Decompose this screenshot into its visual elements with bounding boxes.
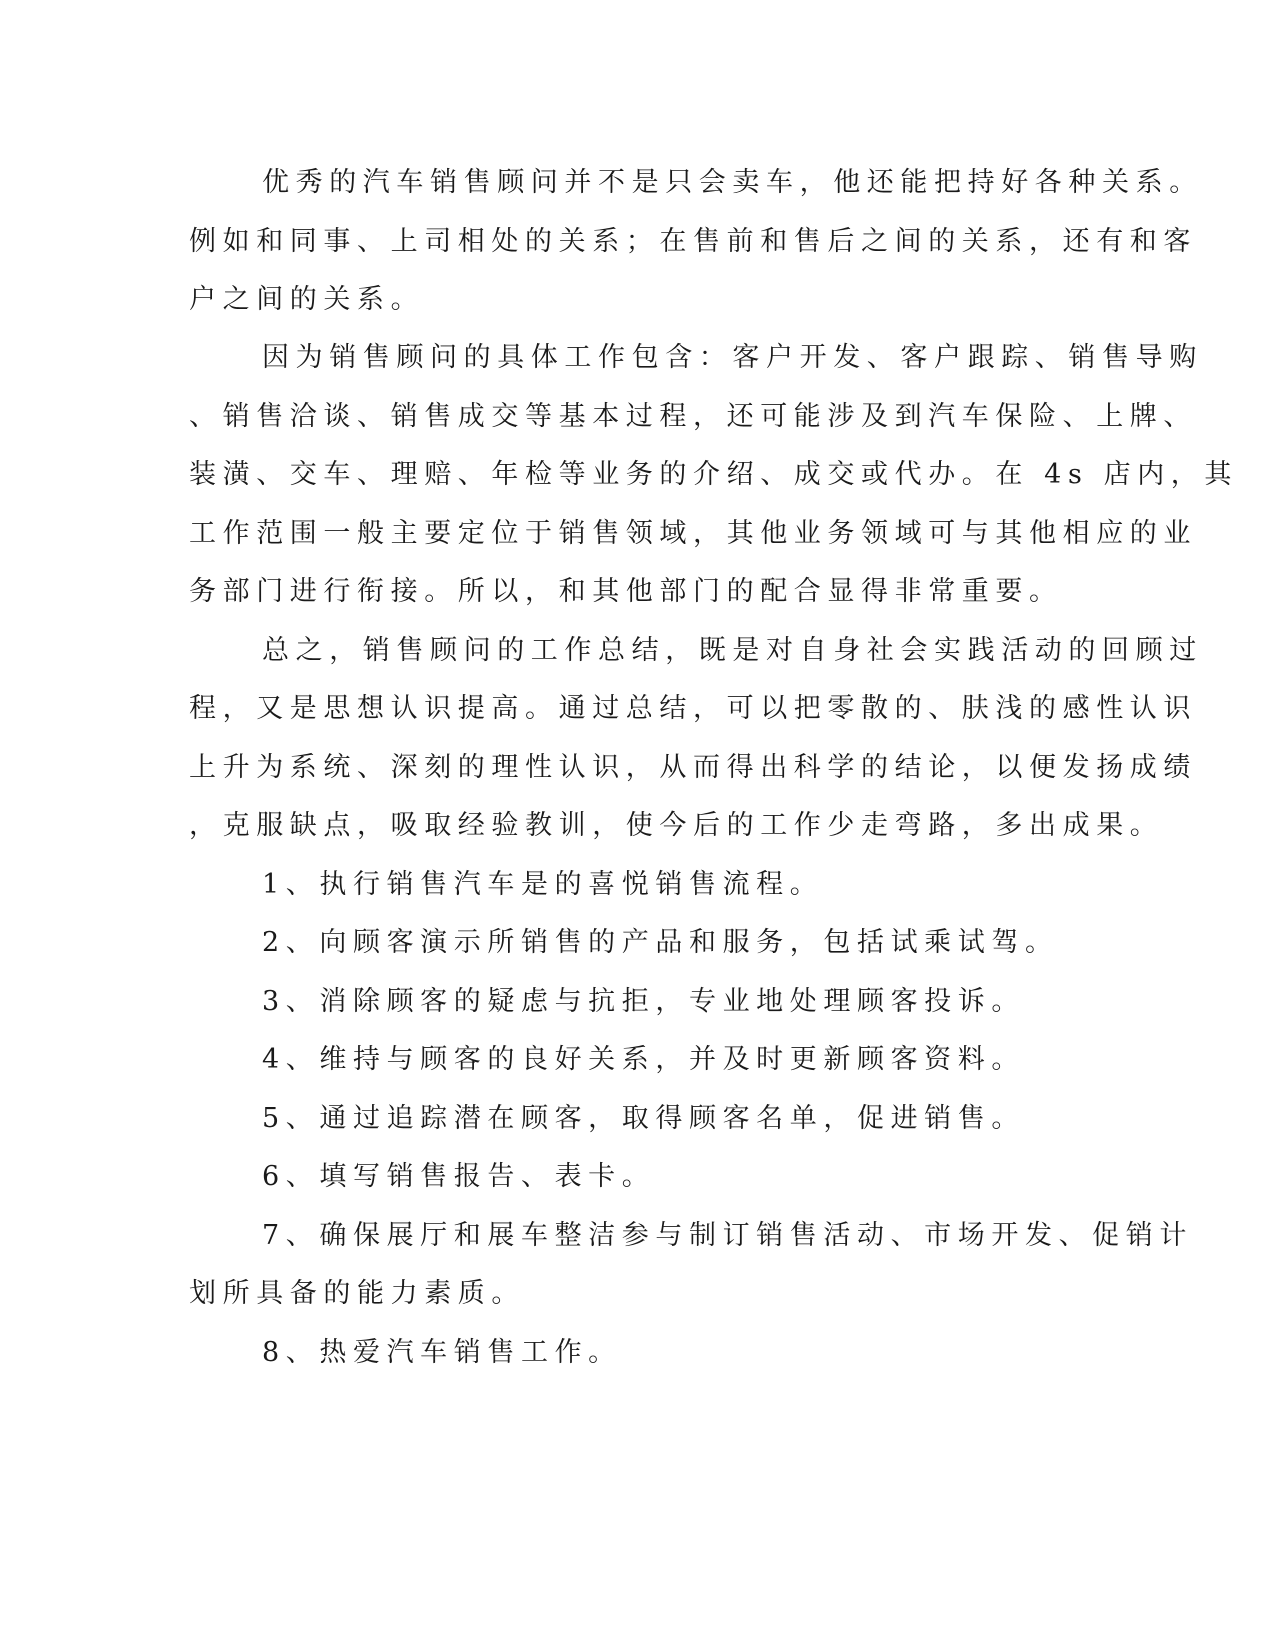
paragraph-2-line-1: 因为销售顾问的具体工作包含：客户开发、客户跟踪、销售导购 bbox=[262, 342, 1203, 373]
list-item-8: 8、热爱汽车销售工作。 bbox=[262, 1337, 622, 1368]
paragraph-2-line-3: 装潢、交车、理赔、年检等业务的介绍、成交或代办。在 4s 店内，其 bbox=[189, 459, 1238, 490]
list-item-3: 3、消除顾客的疑虑与抗拒，专业地处理顾客投诉。 bbox=[262, 986, 1025, 1017]
list-item-1: 1、执行销售汽车是的喜悦销售流程。 bbox=[262, 869, 824, 900]
paragraph-3-line-3: 上升为系统、深刻的理性认识，从而得出科学的结论，以便发扬成绩 bbox=[189, 752, 1197, 783]
paragraph-2-line-5: 务部门进行衔接。所以，和其他部门的配合显得非常重要。 bbox=[189, 576, 1063, 607]
paragraph-1-line-3: 户之间的关系。 bbox=[189, 284, 425, 315]
list-item-4: 4、维持与顾客的良好关系，并及时更新顾客资料。 bbox=[262, 1044, 1025, 1075]
list-item-6: 6、填写销售报告、表卡。 bbox=[262, 1161, 656, 1192]
list-item-2: 2、向顾客演示所销售的产品和服务，包括试乘试驾。 bbox=[262, 927, 1059, 958]
list-item-5: 5、通过追踪潜在顾客，取得顾客名单，促进销售。 bbox=[262, 1103, 1025, 1134]
paragraph-3-line-2: 程，又是思想认识提高。通过总结，可以把零散的、肤浅的感性认识 bbox=[189, 693, 1197, 724]
paragraph-3-line-1: 总之，销售顾问的工作总结，既是对自身社会实践活动的回顾过 bbox=[262, 635, 1203, 666]
paragraph-2-line-4: 工作范围一般主要定位于销售领域，其他业务领域可与其他相应的业 bbox=[189, 518, 1197, 549]
paragraph-1-line-2: 例如和同事、上司相处的关系；在售前和售后之间的关系，还有和客 bbox=[189, 226, 1197, 257]
list-item-7-line-1: 7、确保展厅和展车整洁参与制订销售活动、市场开发、促销计 bbox=[262, 1220, 1193, 1251]
paragraph-2-line-2: 、销售洽谈、销售成交等基本过程，还可能涉及到汽车保险、上牌、 bbox=[189, 401, 1197, 432]
paragraph-1-line-1: 优秀的汽车销售顾问并不是只会卖车，他还能把持好各种关系。 bbox=[262, 167, 1203, 198]
paragraph-3-line-4: ，克服缺点，吸取经验教训，使今后的工作少走弯路，多出成果。 bbox=[189, 810, 1164, 841]
list-item-7-line-2: 划所具备的能力素质。 bbox=[189, 1278, 525, 1309]
